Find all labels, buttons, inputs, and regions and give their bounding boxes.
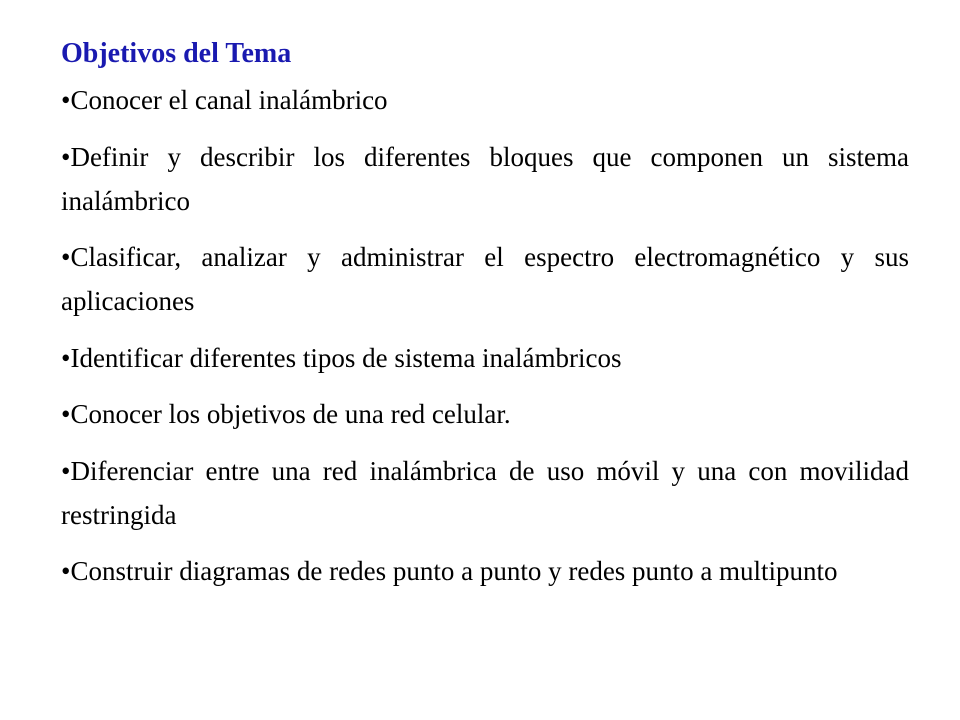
- slide-content: [61, 32, 909, 606]
- bullet-icon: •: [61, 399, 71, 429]
- slide-title: Objetivos del Tema: [61, 38, 292, 69]
- bullet-icon: •: [61, 141, 71, 172]
- objective-text: Diferenciar entre una red inalámbrica de uso móvil y una con movilidad restringida: [61, 455, 909, 530]
- objective-item: [61, 549, 909, 593]
- objective-item: [61, 235, 909, 323]
- objective-text: Construir diagramas de redes punto a punto y redes punto a multipunto: [70, 556, 838, 586]
- bullet-icon: •: [61, 556, 71, 586]
- objective-text: Identificar diferentes tipos de sistema inalámbricos: [70, 342, 622, 373]
- bullet-icon: •: [61, 242, 71, 272]
- objective-item: [61, 135, 909, 223]
- objective-item: [61, 392, 909, 436]
- objective-item: [61, 336, 909, 380]
- objective-text: Conocer el canal inalámbrico: [70, 85, 388, 115]
- bullet-icon: •: [61, 455, 71, 486]
- objective-text: Conocer los objetivos de una red celular.: [70, 399, 511, 429]
- objectives-list: [61, 78, 909, 593]
- objective-text: Definir y describir los diferentes bloques que componen un sistema inalámbrico: [61, 141, 909, 216]
- objective-text: Clasificar, analizar y administrar el espectro electromagnético y sus aplicaciones: [61, 242, 909, 316]
- objective-item: [61, 78, 909, 122]
- bullet-icon: •: [61, 85, 71, 115]
- bullet-icon: •: [61, 342, 71, 373]
- objective-item: [61, 449, 909, 537]
